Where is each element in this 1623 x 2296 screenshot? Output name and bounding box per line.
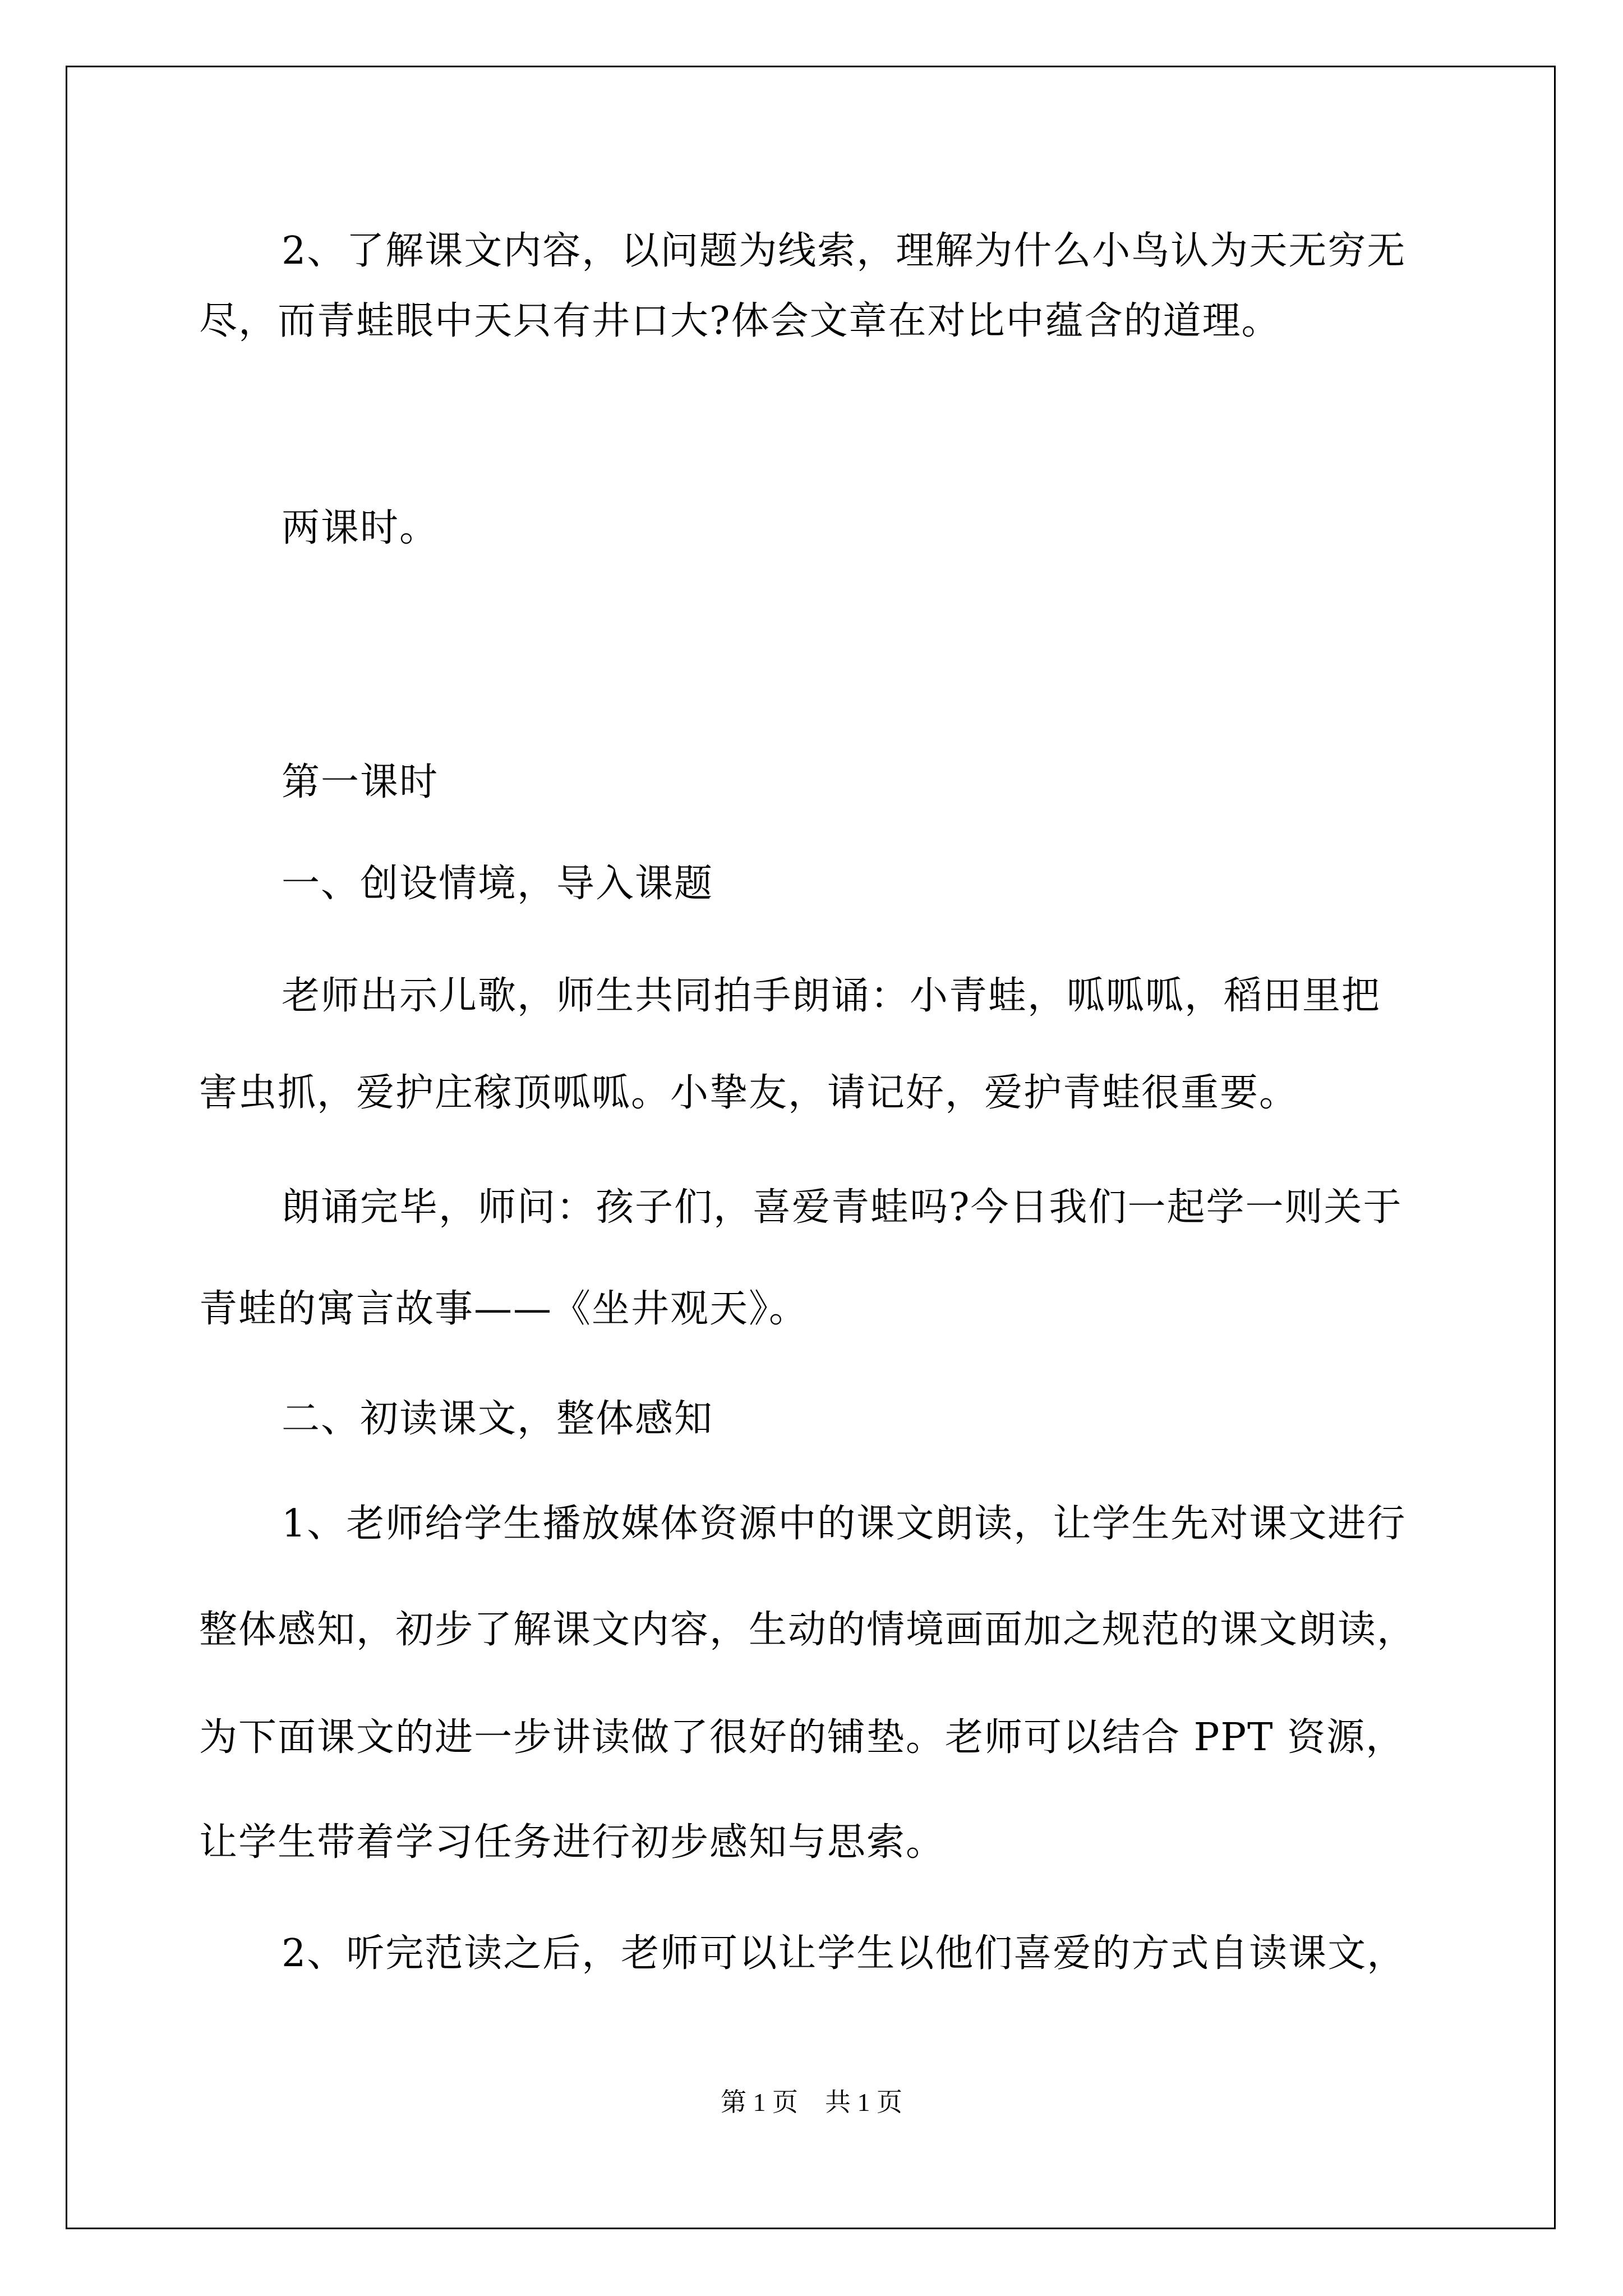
text-line: 为下面课文的进一步讲读做了很好的铺垫。老师可以结合 PPT 资源，: [199, 1715, 1405, 1760]
text-line: 一、创设情境，导入课题: [282, 862, 714, 906]
text-line: 2、了解课文内容，以问题为线索，理解为什么小鸟认为天无穷无: [282, 229, 1407, 273]
text-line: 两课时。: [282, 506, 439, 550]
text-line: 第一课时: [282, 760, 439, 804]
page-footer: [0, 2086, 1623, 2119]
page-border: [66, 66, 1556, 2229]
text-line: 青蛙的寓言故事——《坐井观天》。: [199, 1287, 809, 1331]
page-number: 第 1 页: [721, 2088, 798, 2116]
text-line: 2、听完范读之后，老师可以让学生以他们喜爱的方式自读课文，: [282, 1931, 1407, 1976]
text-line: 1、老师给学生播放媒体资源中的课文朗读，让学生先对课文进行: [282, 1502, 1407, 1546]
text-line: 朗诵完毕，师问：孩子们，喜爱青蛙吗?今日我们一起学一则关于: [282, 1185, 1403, 1230]
text-line: 害虫抓，爱护庄稼顶呱呱。小挚友，请记好，爱护青蛙很重要。: [199, 1071, 1299, 1115]
page-total: 共 1 页: [825, 2088, 902, 2116]
text-line: 整体感知，初步了解课文内容，生动的情境画面加之规范的课文朗读，: [199, 1608, 1417, 1652]
text-line: 让学生带着学习任务进行初步感知与思索。: [199, 1820, 946, 1865]
text-line: 老师出示儿歌，师生共同拍手朗诵：小青蛙，呱呱呱，稻田里把: [282, 974, 1381, 1018]
text-line: 尽，而青蛙眼中天只有井口大?体会文章在对比中蕴含的道理。: [199, 299, 1281, 343]
text-line: 二、初读课文，整体感知: [282, 1397, 714, 1441]
